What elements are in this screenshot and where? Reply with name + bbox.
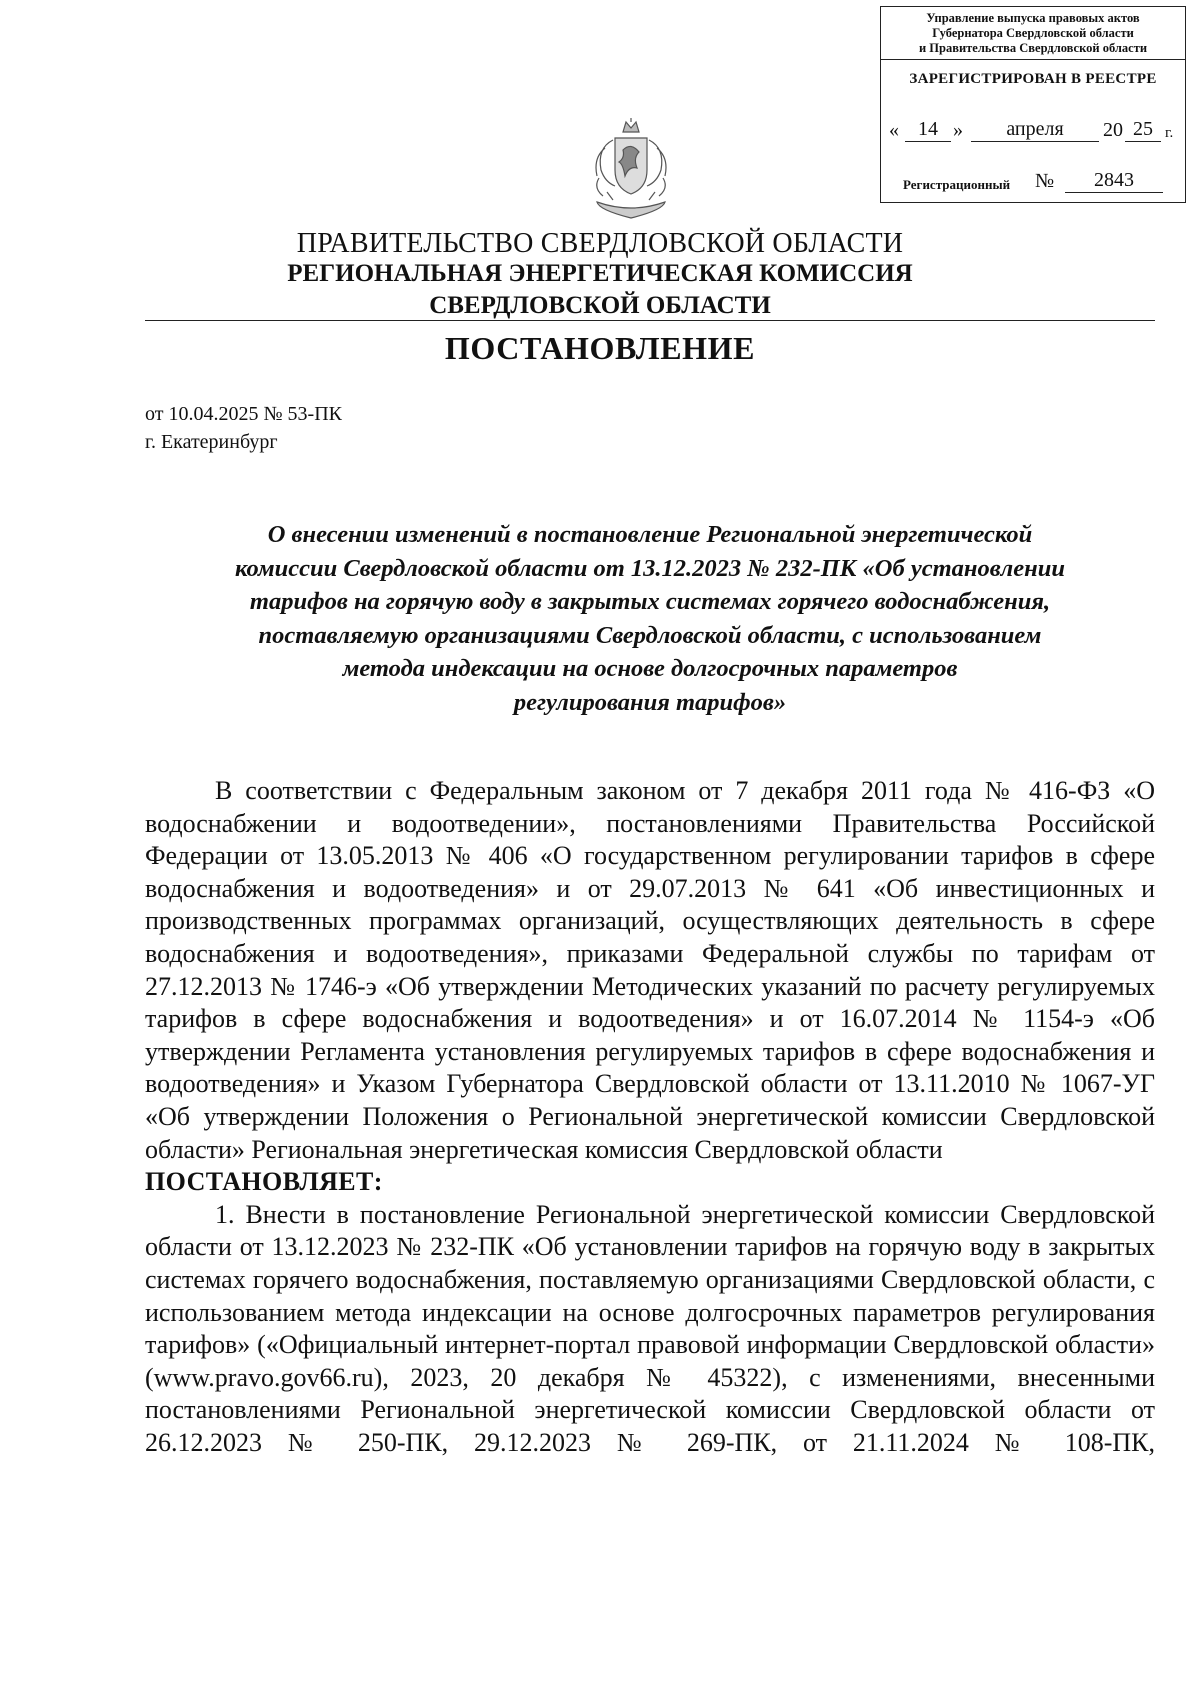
subject-line: тарифов на горячую воду в закрытых системах горячего водоснабжения, — [249, 588, 1051, 615]
stamp-year-suffix: 25 — [1125, 118, 1161, 142]
stamp-reg-number: 2843 — [1065, 169, 1163, 193]
stamp-header-line: и Правительства Свердловской области — [918, 41, 1148, 55]
document-type-title: ПОСТАНОВЛЕНИЕ — [444, 330, 756, 366]
document-city: г. Екатеринбург — [145, 431, 278, 453]
stamp-quote-close: » — [953, 119, 963, 141]
stamp-header-line: Управление выпуска правовых актов — [926, 11, 1140, 25]
stamp-registered-label: ЗАРЕГИСТРИРОВАН В РЕЕСТРЕ — [909, 71, 1157, 87]
subject-line: комиссии Свердловской области от 13.12.2023 № 232-ПК «Об установлении — [235, 554, 1065, 582]
item-1-paragraph: 1. Внести в постановление Региональной энергетической комиссии Свердловской области от 13.12.2023 № 232-ПК «Об установлении тарифов на горячую воду в закрытых системах горячего водоснабжения, поставляемую организациями Свердловской области, с использованием метода индексации на основе долгосрочных параметров регулирования тарифов» («Официальный интернет-портал правовой информации Свердловской области» (www.pravo.gov66.ru), 2023, 20 декабря № 45322), с изменениями, внесенными постановлениями Региональной энергетической комиссии Свердловской области от 26.12.2023 № 250-ПК, 29.12.2023 № 269-ПК, от 21.11.2024 № 108-ПК, — [145, 1199, 1155, 1457]
stamp-reg-label: Регистрационный — [903, 177, 1011, 192]
stamp-date — [889, 114, 1177, 142]
stamp-month: апреля — [971, 118, 1099, 142]
document-meta — [145, 400, 342, 456]
coat-of-arms-icon — [583, 118, 679, 222]
stamp-header-line: Губернатора Свердловской области — [932, 26, 1134, 40]
subject-line: регулирования тарифов» — [513, 688, 787, 716]
government-title: ПРАВИТЕЛЬСТВО СВЕРДЛОВСКОЙ ОБЛАСТИ — [296, 228, 904, 259]
document-date-number: от 10.04.2025 № 53-ПК — [145, 403, 343, 425]
stamp-header — [881, 7, 1185, 60]
commission-title-line1: РЕГИОНАЛЬНАЯ ЭНЕРГЕТИЧЕСКАЯ КОМИССИЯ — [287, 260, 913, 287]
subject-line: метода индексации на основе долгосрочных параметров — [342, 655, 958, 682]
stamp-num-sign: № — [1035, 170, 1055, 192]
stamp-year-unit: г. — [1165, 125, 1174, 141]
header-divider — [145, 320, 1155, 321]
stamp-year-prefix: 20 — [1103, 119, 1123, 141]
stamp-day: 14 — [905, 118, 951, 142]
commission-title-line2: СВЕРДЛОВСКОЙ ОБЛАСТИ — [429, 292, 771, 319]
registration-stamp — [880, 6, 1186, 203]
subject-line: поставляемую организациями Свердловской области, с использованием — [258, 621, 1042, 649]
preamble-paragraph: В соответствии с Федеральным законом от 7 декабря 2011 года № 416-ФЗ «О водоснабжении и водоотведении», постановлениями Правительства Российской Федерации от 13.05.2013 № 406 «О государственном регулировании тарифов в сфере водоснабжения и водоотведения» и от 29.07.2013 № 641 «Об инвестиционных и производственных программах организаций, осуществляющих деятельность в сфере водоснабжения и водоотведения», приказами Федеральной службы по тарифам от 27.12.2013 № 1746-э «Об утверждении Методических указаний по расчету регулируемых тарифов в сфере водоснабжения и водоотведения» и от 16.07.2014 № 1154-э «Об утверждении Регламента установления регулируемых тарифов в сфере водоснабжения и водоотведения» и Указом Губернатора Свердловской области от 13.11.2010 № 1067-УГ «Об утверждении Положения о Региональной энергетической комиссии Свердловской области» Региональная энергетическая комиссия Свердловской области — [145, 776, 1155, 1164]
subject-line: О внесении изменений в постановление Региональной энергетической — [267, 521, 1033, 548]
stamp-registration-number — [903, 165, 1177, 193]
stamp-quote-open: « — [889, 119, 899, 141]
document-body — [145, 775, 1155, 1459]
document-subject — [145, 518, 1155, 719]
resolves-heading: ПОСТАНОВЛЯЕТ: — [145, 1167, 383, 1197]
